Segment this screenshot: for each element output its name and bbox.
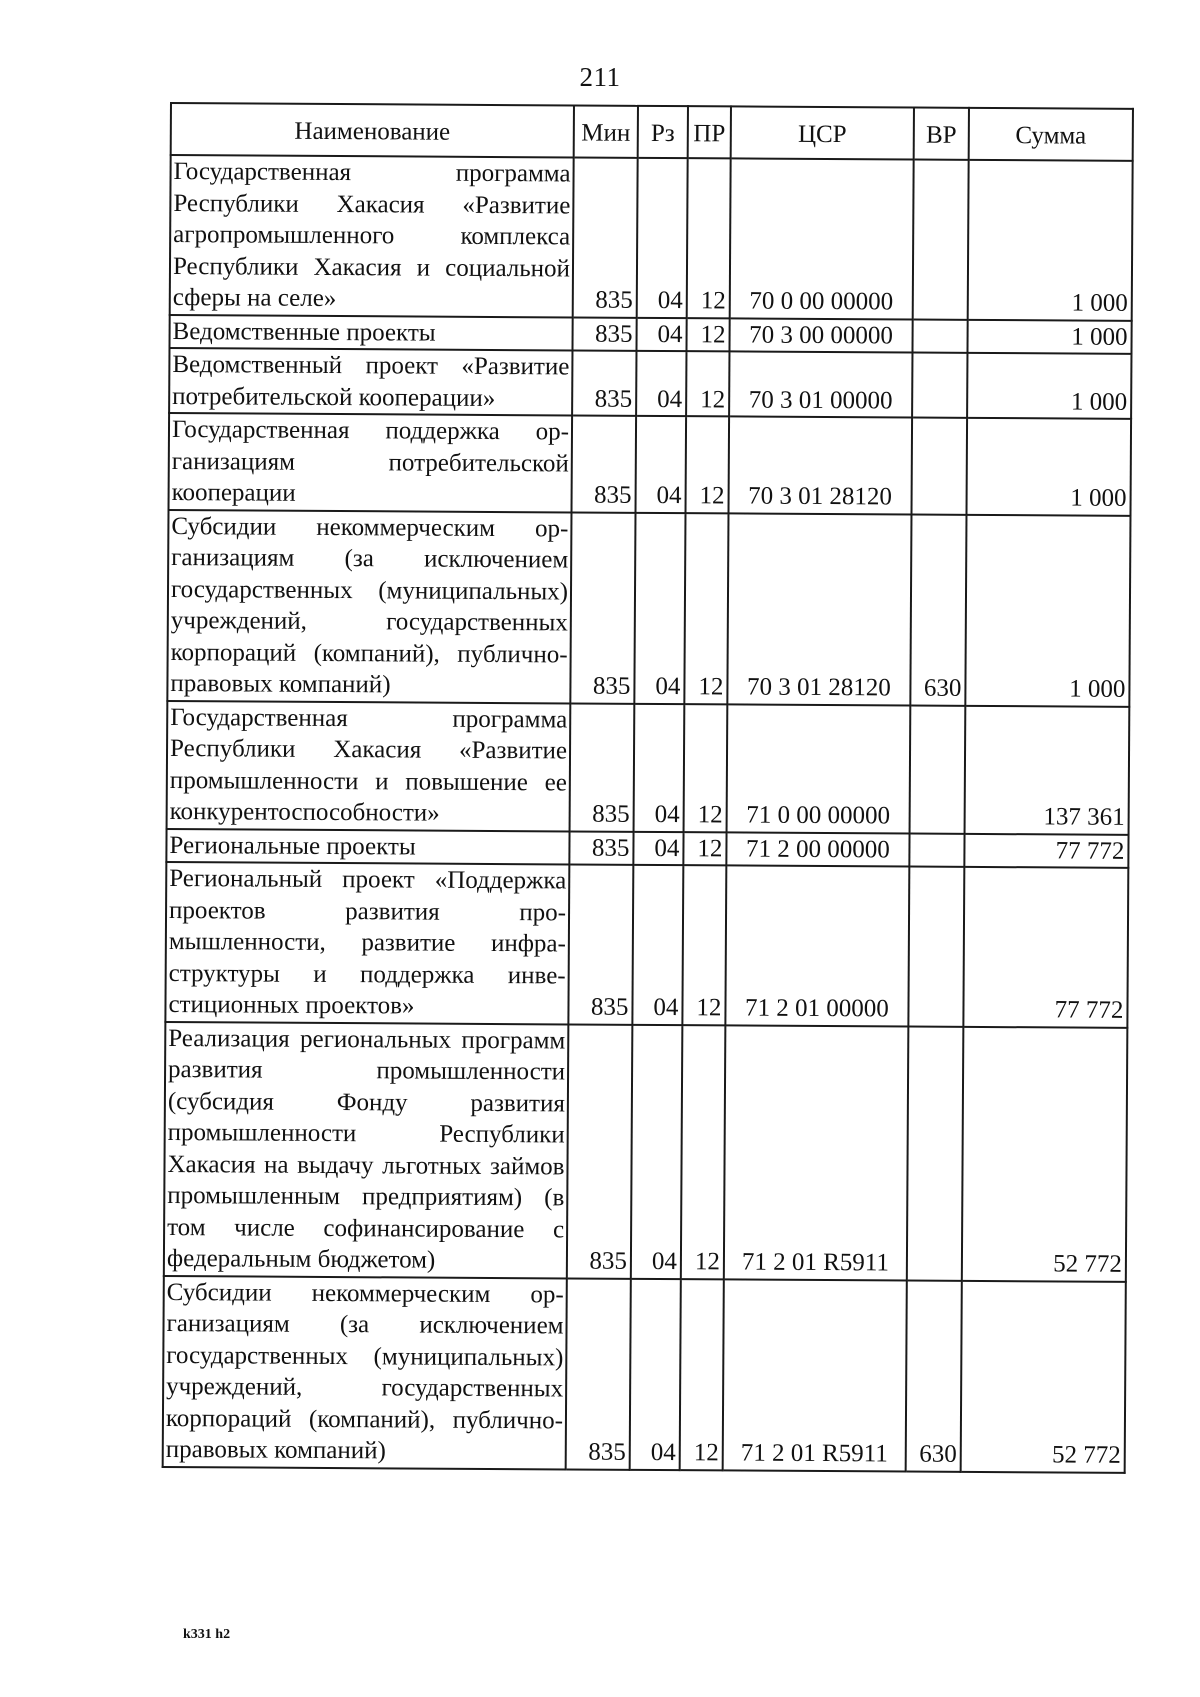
cell-pr: 12 xyxy=(683,832,726,866)
cell-pr: 12 xyxy=(686,416,730,513)
footer-code: k331 h2 xyxy=(183,1627,231,1642)
cell-pr: 12 xyxy=(680,1279,724,1470)
cell-sum: 77 772 xyxy=(964,833,1128,868)
table-row xyxy=(163,1275,1126,1472)
header-pr: ПР xyxy=(688,106,731,158)
cell-sum: 1 000 xyxy=(965,514,1130,706)
header-min: Мин xyxy=(574,105,638,157)
cell-sum: 1 000 xyxy=(967,319,1131,354)
cell-min: 835 xyxy=(570,512,635,703)
cell-sum: 52 772 xyxy=(961,1280,1126,1472)
cell-rz: 04 xyxy=(636,351,686,416)
cell-rz: 04 xyxy=(631,1024,683,1278)
cell-name: Государственная поддержка организациям потребительской кооперации xyxy=(169,413,573,512)
header-rz: Рз xyxy=(638,106,688,158)
cell-sum: 1 000 xyxy=(967,353,1131,419)
cell-name: Государственная программа Республики Хакасия «Развитие промышленности и повышение ее конкурентоспособности» xyxy=(167,700,571,830)
page-number: 211 xyxy=(579,62,621,92)
cell-name: Реализация региональных программ развития промышленности (субсидия Фонду развития промышленности Республики Хакасия на выдачу льготных займов промышленным предприятиям) (в том числе софинансирование с федеральным бюджетом) xyxy=(164,1021,569,1277)
cell-min: 835 xyxy=(566,1278,631,1469)
cell-name: Субсидии некоммерческим организациям (за исключением государственных (муниципальных) учреждений, государственных корпораций (компаний), публично-правовых компаний) xyxy=(167,509,571,702)
cell-rz: 04 xyxy=(633,831,683,865)
cell-min: 835 xyxy=(572,317,636,351)
cell-name: Субсидии некоммерческим организациям (за исключением государственных (муниципальных) учреждений, государственных корпораций (компаний), публично-правовых компаний) xyxy=(163,1275,567,1468)
cell-csr: 71 2 01 00000 xyxy=(725,865,909,1026)
cell-min: 835 xyxy=(572,415,637,512)
table-row xyxy=(170,155,1133,320)
cell-min: 835 xyxy=(568,864,633,1024)
cell-min: 835 xyxy=(573,157,638,317)
cell-name: Региональные проекты xyxy=(166,828,569,864)
cell-vr xyxy=(912,319,967,353)
cell-pr: 12 xyxy=(686,351,729,416)
cell-vr xyxy=(909,833,964,867)
cell-csr: 70 3 00 00000 xyxy=(729,318,912,353)
cell-min: 835 xyxy=(569,831,633,865)
table-row xyxy=(165,862,1128,1027)
cell-vr: 630 xyxy=(906,1280,962,1471)
cell-vr xyxy=(907,1026,964,1280)
cell-pr: 12 xyxy=(684,704,728,832)
cell-sum: 52 772 xyxy=(962,1026,1128,1281)
cell-pr: 12 xyxy=(684,513,728,704)
cell-vr: 630 xyxy=(910,514,966,705)
cell-rz: 04 xyxy=(634,512,685,703)
cell-min: 835 xyxy=(572,350,636,415)
budget-table xyxy=(162,102,1134,1473)
cell-pr: 12 xyxy=(681,1025,726,1279)
table-header-row xyxy=(171,103,1133,161)
cell-csr: 71 2 01 R5911 xyxy=(724,1025,909,1280)
header-csr: ЦСР xyxy=(731,106,914,159)
cell-rz: 04 xyxy=(636,317,686,351)
cell-vr xyxy=(911,418,967,515)
cell-vr xyxy=(913,160,969,320)
cell-sum: 1 000 xyxy=(966,418,1131,516)
table-row xyxy=(167,700,1130,834)
cell-pr: 12 xyxy=(686,318,729,352)
cell-vr xyxy=(908,867,964,1027)
cell-pr: 12 xyxy=(682,865,726,1025)
cell-sum: 137 361 xyxy=(965,705,1130,834)
cell-rz: 04 xyxy=(632,865,683,1025)
cell-name: Государственная программа Республики Хакасия «Развитие агропромышленного комплекса Республики Хакасия и социальной сферы на селе» xyxy=(170,155,574,317)
table-row xyxy=(169,413,1132,515)
cell-rz: 04 xyxy=(630,1278,681,1469)
cell-vr xyxy=(910,705,966,833)
table-row xyxy=(169,348,1131,419)
cell-csr: 70 3 01 28120 xyxy=(727,513,911,705)
table-row xyxy=(167,509,1130,706)
table-row xyxy=(164,1021,1128,1281)
cell-name: Ведомственный проект «Развитие потребительской кооперации» xyxy=(169,348,572,415)
cell-csr: 70 0 00 00000 xyxy=(730,158,914,319)
cell-sum: 1 000 xyxy=(968,160,1133,320)
cell-min: 835 xyxy=(567,1024,633,1278)
cell-pr: 12 xyxy=(687,158,731,318)
cell-rz: 04 xyxy=(637,158,688,318)
cell-csr: 71 0 00 00000 xyxy=(727,704,911,833)
cell-vr xyxy=(912,353,967,418)
cell-rz: 04 xyxy=(636,416,687,513)
cell-csr: 71 2 00 00000 xyxy=(726,832,909,867)
cell-name: Региональный проект «Поддержка проектов развития промышленности, развитие инфраструктуры и поддержка инвестиционных проектов» xyxy=(165,862,569,1024)
cell-min: 835 xyxy=(570,703,635,831)
cell-name: Ведомственные проекты xyxy=(169,315,572,351)
cell-sum: 77 772 xyxy=(963,867,1128,1027)
header-sum: Сумма xyxy=(969,108,1133,161)
cell-csr: 70 3 01 28120 xyxy=(729,416,913,514)
header-vr: ВР xyxy=(914,108,969,160)
cell-rz: 04 xyxy=(634,703,685,831)
cell-csr: 70 3 01 00000 xyxy=(729,351,912,417)
cell-csr: 71 2 01 R5911 xyxy=(723,1279,907,1471)
header-name: Наименование xyxy=(171,103,574,157)
